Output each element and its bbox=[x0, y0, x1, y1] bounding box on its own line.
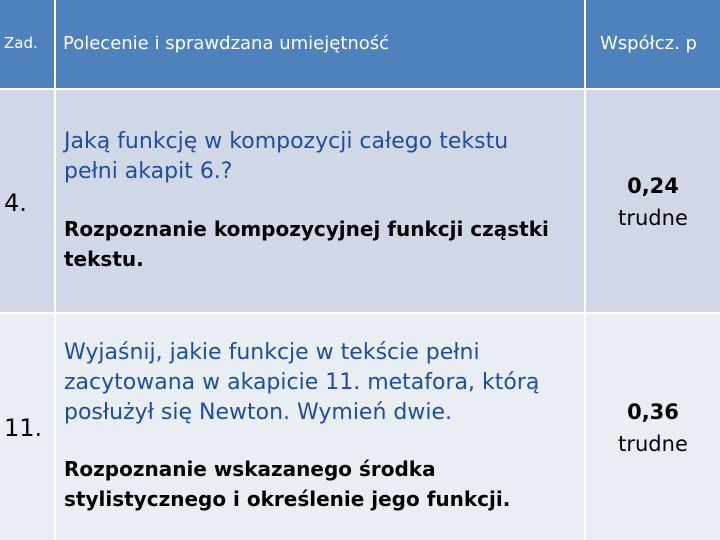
row-4-skill: Rozpoznanie kompozycyjnej funkcji cząstki tekstu. bbox=[64, 217, 549, 271]
row-11-difficulty-level: trudne bbox=[618, 432, 688, 456]
row-11-coefficient-value: 0,36 bbox=[627, 400, 679, 424]
row-11-skill: Rozpoznanie wskazanego środka stylistycznego i określenie jego funkcji. bbox=[64, 457, 511, 511]
row-4-question: Jaką funkcję w kompozycji całego tekstu pełni akapit 6.? bbox=[64, 129, 509, 184]
row-4-number-cell bbox=[0, 90, 54, 312]
row-11-number: 11. bbox=[4, 414, 43, 442]
row-4-number: 4. bbox=[4, 189, 27, 217]
header-task-number-label: Zad. bbox=[4, 34, 38, 52]
row-11-question: Wyjaśnij, jakie funkcje w tekście pełni zacytowana w akapicie 11. metafora, którą posłużył się Newton. Wymień dwie. bbox=[64, 340, 540, 425]
row-11-coefficient bbox=[586, 396, 720, 460]
row-4-coefficient-cell bbox=[586, 90, 720, 312]
header-cell-coefficient bbox=[586, 0, 720, 88]
row-4-task-cell bbox=[56, 90, 584, 312]
header-cell-task bbox=[56, 0, 584, 88]
row-11-number-cell bbox=[0, 314, 54, 540]
row-4-coefficient-value: 0,24 bbox=[627, 174, 679, 198]
header-task-label: Polecenie i sprawdzana umiejętność bbox=[63, 33, 390, 54]
header-coefficient-label: Współcz. p bbox=[600, 33, 697, 54]
row-4-coefficient bbox=[586, 170, 720, 234]
header-cell-task-number bbox=[0, 0, 54, 88]
row-11-coefficient-cell bbox=[586, 314, 720, 540]
row-11-task-cell bbox=[56, 314, 584, 540]
row-4-difficulty-level: trudne bbox=[618, 206, 688, 230]
